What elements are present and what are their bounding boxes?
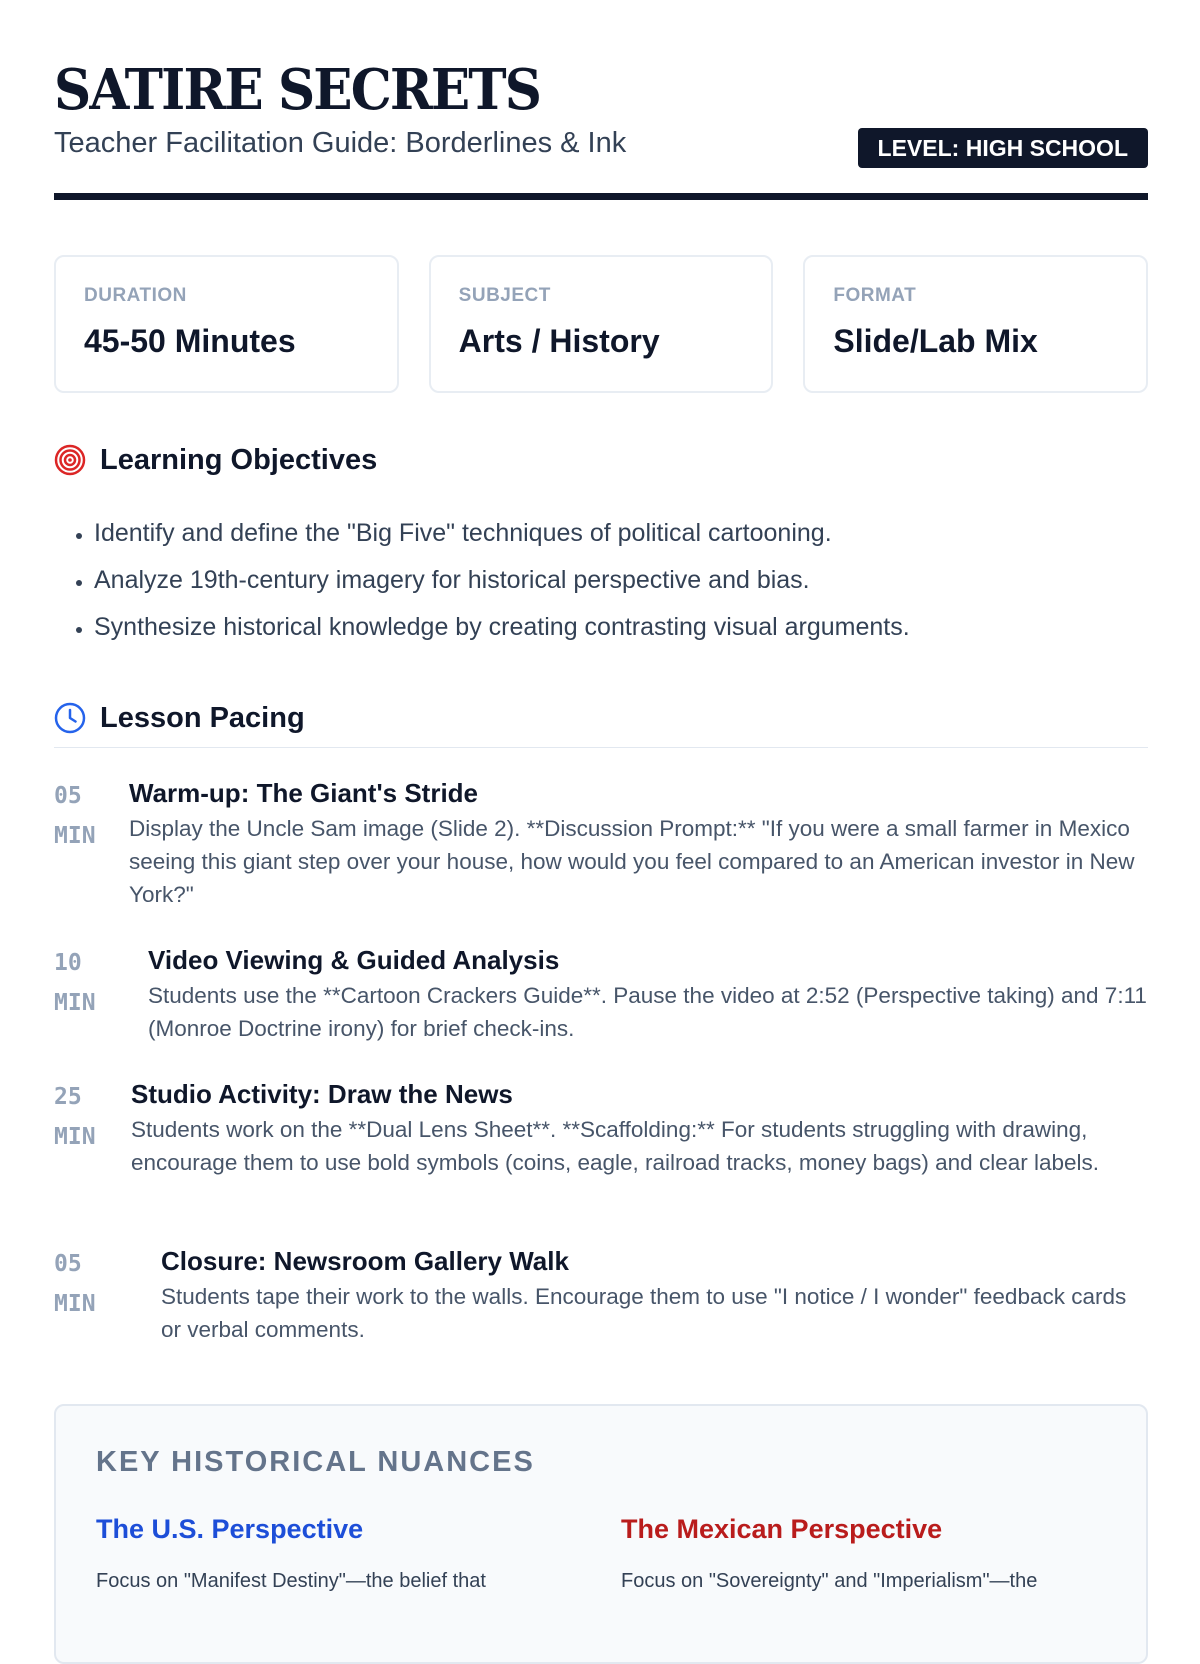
target-icon xyxy=(54,444,86,476)
subject-card xyxy=(429,255,774,393)
duration-card xyxy=(54,255,399,393)
perspective-title: The Mexican Perspective xyxy=(621,1514,943,1544)
page-title: SATIRE SECRETS xyxy=(54,57,541,123)
pacing-unit: MIN xyxy=(54,1291,96,1317)
level-badge: LEVEL: HIGH SCHOOL xyxy=(858,128,1148,168)
pacing-body xyxy=(131,1077,1148,1179)
card-value: Slide/Lab Mix xyxy=(833,323,1038,359)
pacing-title: Closure: Newsroom Gallery Walk xyxy=(161,1246,569,1276)
pacing-unit: MIN xyxy=(54,990,96,1016)
pacing-body xyxy=(129,776,1148,911)
mexican-perspective xyxy=(621,1512,1081,1596)
clock-icon xyxy=(54,702,86,734)
pacing-divider xyxy=(54,747,1148,748)
pacing-heading xyxy=(54,701,305,735)
objectives-heading xyxy=(54,443,377,477)
page-subtitle: Teacher Facilitation Guide: Borderlines & Ink xyxy=(54,127,627,159)
section-title: Learning Objectives xyxy=(100,444,378,476)
pacing-description: Students tape their work to the walls. Encourage them to use "I notice / I wonder" feedback cards or verbal comments. xyxy=(161,1284,1127,1342)
pacing-title: Warm-up: The Giant's Stride xyxy=(129,778,479,808)
pacing-duration xyxy=(54,1244,114,1324)
perspective-text: Focus on "Manifest Destiny"—the belief that xyxy=(96,1570,486,1592)
historical-nuances-panel xyxy=(54,1404,1148,1664)
pacing-duration xyxy=(54,776,114,856)
pacing-title: Video Viewing & Guided Analysis xyxy=(148,945,560,975)
list-item: • Identify and define the "Big Five" techniques of political cartooning. xyxy=(94,510,1188,557)
objectives-list xyxy=(54,510,1188,651)
pacing-minutes: 25 xyxy=(54,1084,82,1110)
pacing-minutes: 10 xyxy=(54,950,82,976)
pacing-minutes: 05 xyxy=(54,1251,82,1277)
list-item: • Synthesize historical knowledge by creating contrasting visual arguments. xyxy=(94,604,1188,651)
perspective-text: Focus on "Sovereignty" and "Imperialism"—the xyxy=(621,1570,1038,1592)
card-label: SUBJECT xyxy=(458,285,551,306)
us-perspective xyxy=(96,1512,556,1596)
card-label: FORMAT xyxy=(833,285,917,306)
perspective-title: The U.S. Perspective xyxy=(96,1514,364,1544)
pacing-description: Students work on the **Dual Lens Sheet**. **Scaffolding:** For students struggling with drawing, encourage them to use bold symbols (coins, eagle, railroad tracks, money bags) and clear labels. xyxy=(131,1117,1100,1175)
pacing-body xyxy=(148,943,1148,1045)
pacing-description: Display the Uncle Sam image (Slide 2). **Discussion Prompt:** "If you were a small farmer in Mexico seeing this giant step over your house, how would you feel compared to an American investor in New York?" xyxy=(129,816,1135,907)
pacing-unit: MIN xyxy=(54,823,96,849)
list-item: • Analyze 19th-century imagery for historical perspective and bias. xyxy=(94,557,1188,604)
card-label: DURATION xyxy=(84,285,187,306)
section-title: Lesson Pacing xyxy=(100,702,305,734)
pacing-minutes: 05 xyxy=(54,783,82,809)
card-value: Arts / History xyxy=(458,323,660,359)
pacing-unit: MIN xyxy=(54,1124,96,1150)
pacing-duration xyxy=(54,943,114,1023)
info-cards xyxy=(54,255,1148,393)
nuances-heading: KEY HISTORICAL NUANCES xyxy=(96,1446,535,1478)
header-divider xyxy=(54,193,1148,200)
pacing-description: Students use the **Cartoon Crackers Guide**. Pause the video at 2:52 (Perspective taking) and 7:11 (Monroe Doctrine irony) for brief check-ins. xyxy=(148,983,1147,1041)
format-card xyxy=(803,255,1148,393)
pacing-title: Studio Activity: Draw the News xyxy=(131,1079,513,1109)
pacing-duration xyxy=(54,1077,114,1157)
pacing-body xyxy=(161,1244,1148,1346)
card-value: 45-50 Minutes xyxy=(84,323,296,359)
